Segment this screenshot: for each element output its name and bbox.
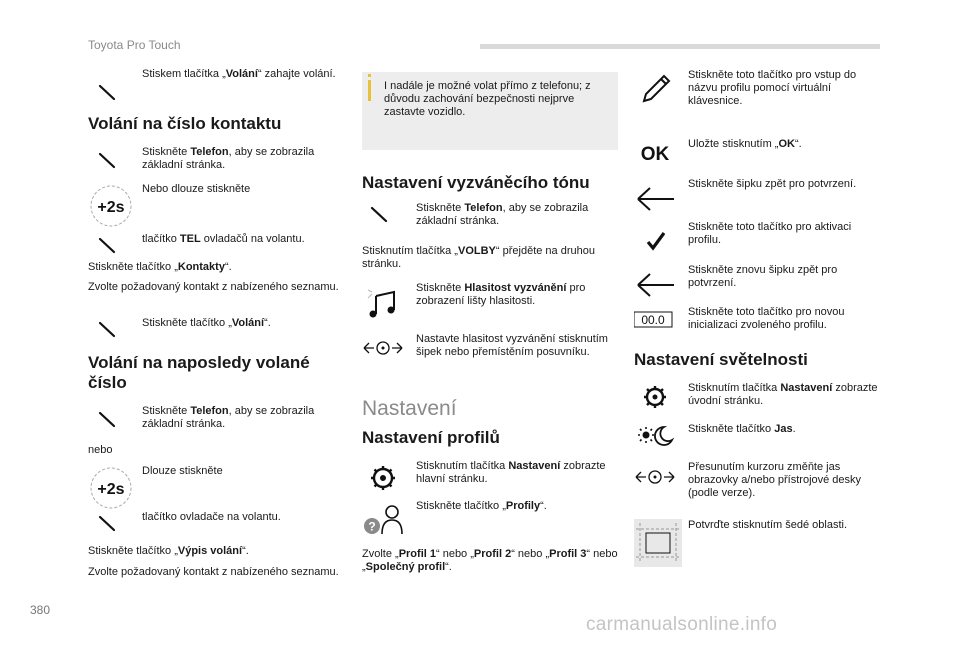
recent-paragraph-1: Stiskněte tlačítko „Výpis volání“. (88, 545, 249, 557)
heading-recent-call: Volání na naposledy volané číslo (88, 353, 310, 392)
grey-area-icon (634, 519, 682, 567)
slider-arrows-icon (362, 333, 404, 375)
pencil-icon (634, 69, 676, 111)
counter-reset-icon (634, 306, 676, 348)
question-mark: ? (368, 519, 376, 534)
info-note (362, 72, 618, 150)
heading-profiles: Nastavení profilů (362, 428, 500, 447)
watermark: carmanualsonline.info (586, 614, 778, 635)
press-finger-icon (88, 405, 130, 447)
recent-or: nebo (88, 444, 113, 456)
press-finger-icon (88, 68, 130, 110)
ok-label: OK (640, 144, 670, 165)
heading-call-contact: Volání na číslo kontaktu (88, 114, 282, 133)
slider-arrows-icon (634, 461, 676, 503)
gear-icon (634, 382, 676, 424)
header-bar (480, 44, 880, 49)
ringtone-paragraph: Stisknutím tlačítka „VOLBY“ přejděte na druhou stránku. (362, 245, 595, 270)
ok-icon (634, 138, 676, 180)
back-arrow-icon (634, 178, 676, 220)
contact-paragraph-2: Zvolte požadovaný kontakt z nabízeného seznamu. (88, 281, 339, 293)
back-arrow-icon (634, 264, 676, 306)
recent-paragraph-2: Zvolte požadovaný kontakt z nabízeného seznamu. (88, 566, 339, 578)
info-icon (368, 80, 371, 101)
profile-question-icon (362, 500, 410, 546)
heading-brightness: Nastavení světelnosti (634, 350, 808, 369)
heading-ringtone: Nastavení vyzváněcího tónu (362, 173, 590, 192)
gear-icon (362, 460, 404, 502)
long-press-2s-icon (88, 465, 134, 511)
profiles-paragraph: Zvolte „Profil 1“ nebo „Profil 2“ nebo „Profil 3“ nebo „Společný profil“. (362, 548, 618, 573)
check-icon (634, 221, 676, 263)
long-press-2s-icon (88, 183, 134, 229)
page-number: 380 (30, 603, 51, 617)
info-note-text: I nadále je možné volat přímo z telefonu; z důvodu zachování bezpečnosti nejprve zastavte vozidlo. (384, 80, 591, 118)
info-icon-dot (368, 74, 371, 77)
sun-moon-icon (634, 423, 676, 465)
counter-label: 00.0 (641, 313, 665, 327)
two-seconds-label: +2s (97, 481, 125, 498)
contact-paragraph-1: Stiskněte tlačítko „Kontakty“. (88, 261, 232, 273)
two-seconds-label: +2s (97, 199, 125, 216)
music-note-icon (362, 282, 404, 324)
heading-settings: Nastavení (362, 397, 457, 420)
header-title: Toyota Pro Touch (88, 38, 181, 52)
press-finger-icon (88, 146, 130, 188)
press-finger-icon (362, 202, 404, 244)
